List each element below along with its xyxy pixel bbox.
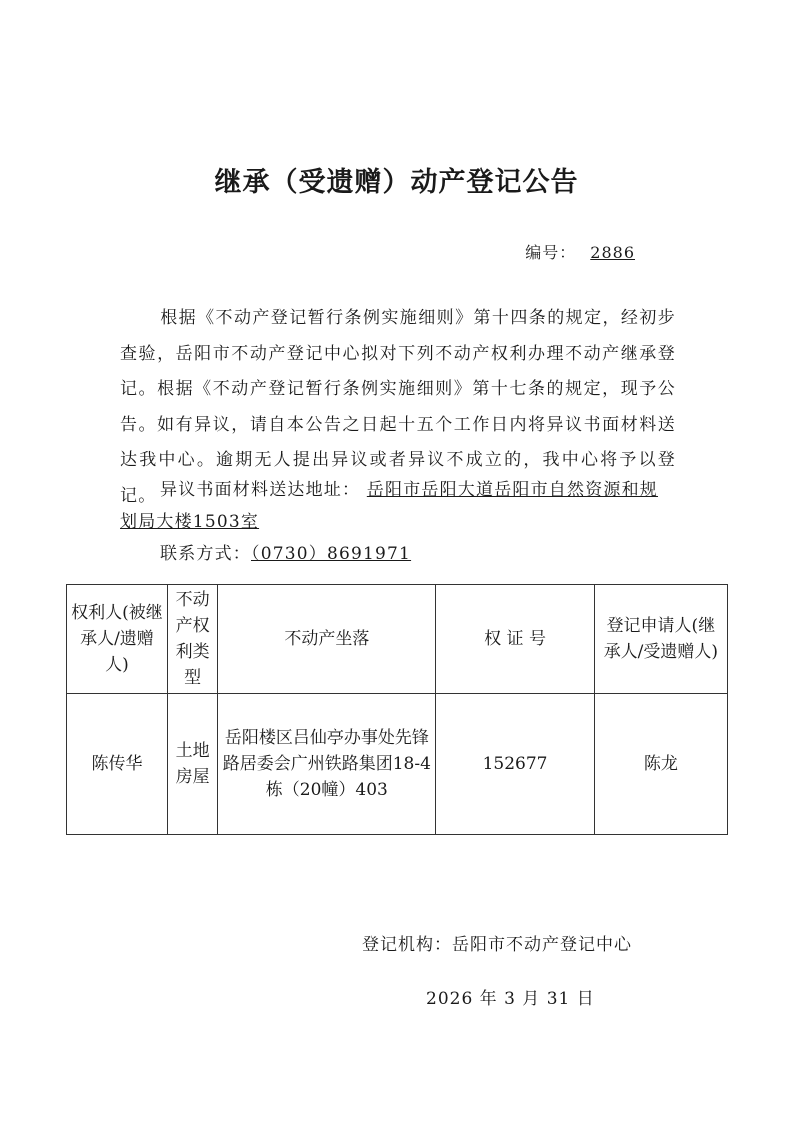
registration-agency: 登记机构：岳阳市不动产登记中心 bbox=[362, 935, 632, 955]
registration-table bbox=[66, 584, 728, 835]
cell-applicant: 陈龙 bbox=[594, 694, 727, 835]
cell-cert-no: 152677 bbox=[436, 694, 594, 835]
address-label: 异议书面材料送达地址： bbox=[160, 480, 361, 500]
announcement-text: 根据《不动产登记暂行条例实施细则》第十四条的规定，经初步查验，岳阳市不动产登记中心拟对下列不动产权利办理不动产继承登记。根据《不动产登记暂行条例实施细则》第十七条的规定，现予公告。如有异议，请自本公告之日起十五个工作日内将异议书面材料送达我中心。逾期无人提出异议或者异议不成立的，我中心将予以登记。 bbox=[120, 308, 676, 506]
address-value: 岳阳市岳阳大道岳阳市自然资源和规划局大楼1503室 bbox=[120, 480, 659, 532]
cell-location: 岳阳楼区吕仙亭办事处先锋路居委会广州铁路集团18-4栋（20幢）403 bbox=[218, 694, 436, 835]
header-applicant: 登记申请人(继承人/受遗赠人) bbox=[594, 585, 727, 694]
header-location: 不动产坐落 bbox=[218, 585, 436, 694]
page-title: 继承（受遗赠）动产登记公告 bbox=[214, 167, 579, 198]
header-cert-no: 权 证 号 bbox=[436, 585, 594, 694]
serial-label: 编号： bbox=[525, 243, 577, 262]
table-header-row bbox=[67, 585, 728, 694]
cell-right-type: 土地房屋 bbox=[167, 694, 217, 835]
cell-holder: 陈传华 bbox=[67, 694, 168, 835]
table-row bbox=[67, 694, 728, 835]
announcement-date: 2026 年 3 月 31 日 bbox=[426, 989, 595, 1009]
serial-line bbox=[525, 240, 635, 263]
header-right-type: 不动产权利类型 bbox=[167, 585, 217, 694]
header-holder: 权利人(被继承人/遗赠人) bbox=[67, 585, 168, 694]
contact-value: （0730）8691971 bbox=[251, 544, 412, 564]
address-line bbox=[120, 474, 676, 538]
contact-label: 联系方式： bbox=[160, 544, 251, 564]
serial-number: 2886 bbox=[590, 243, 635, 262]
contact-line bbox=[160, 539, 411, 564]
